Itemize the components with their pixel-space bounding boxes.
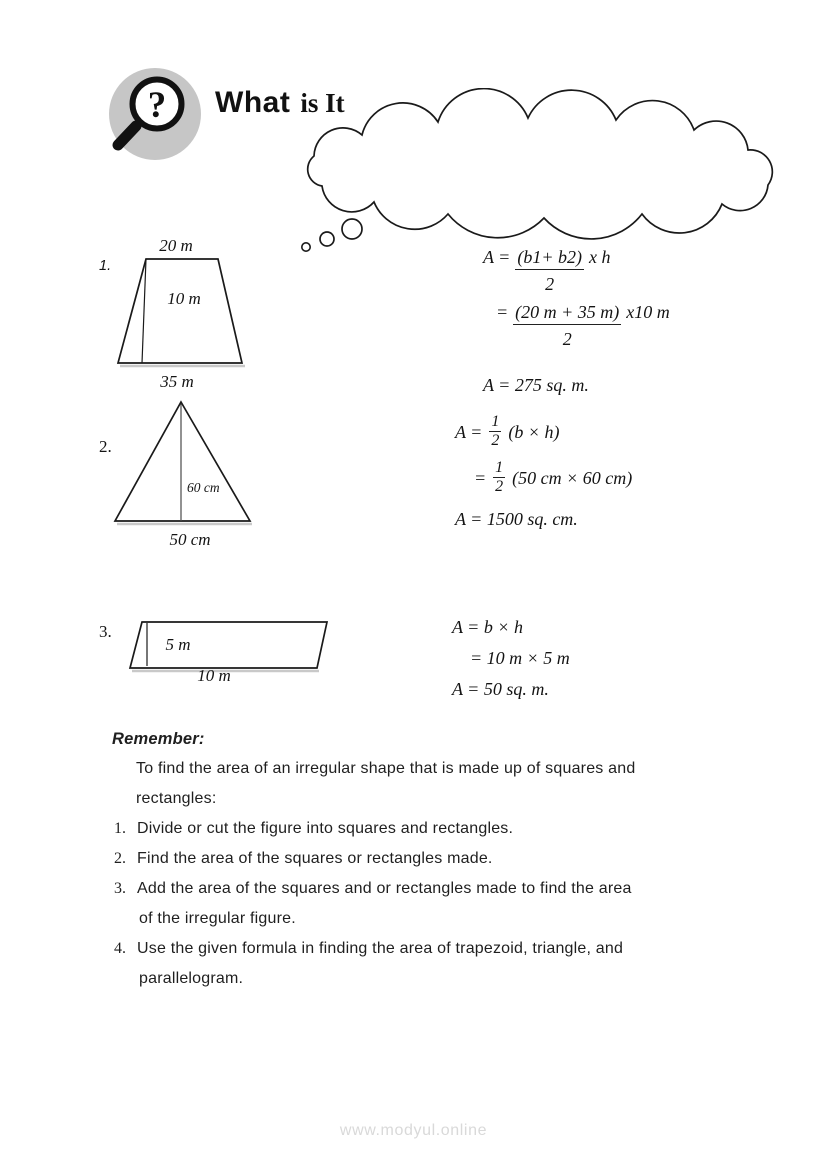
fraction-denominator: 2 — [562, 329, 572, 349]
thought-bubble-small — [302, 243, 310, 251]
fraction-numerator: 1 — [491, 413, 500, 430]
list-item-text: Use the given formula in finding the area of trapezoid, triangle, and — [137, 940, 624, 957]
fraction-denominator: 2 — [495, 478, 504, 495]
list-item-4 — [112, 934, 752, 964]
question-mark-glyph: ? — [147, 85, 167, 126]
trapezoid-figure — [90, 228, 270, 398]
fraction — [513, 301, 621, 350]
formula-text: (b × h) — [508, 421, 560, 442]
thought-cloud — [283, 88, 783, 260]
remember-heading: Remember: — [112, 730, 205, 748]
parallelogram-formula-line1: A = b × h — [452, 617, 523, 637]
list-item-text: Find the area of the squares or rectangles made. — [137, 850, 493, 867]
footer-url: www.modyul.online — [339, 1122, 488, 1139]
fraction-one-half — [493, 459, 505, 496]
list-item-number: 1. — [114, 820, 126, 837]
thought-bubble-large — [342, 219, 362, 239]
triangle-base-label: 50 cm — [169, 530, 211, 549]
trapezoid-formula — [483, 246, 670, 396]
formula-text: = — [496, 302, 509, 322]
figure3-number: 3. — [99, 622, 112, 641]
remember-intro-line: To find the area of an irregular shape that is made up of squares and — [136, 760, 636, 777]
triangle-shape — [115, 402, 250, 521]
fraction-numerator: 1 — [495, 459, 504, 476]
parallelogram-formula-result: A = 50 sq. m. — [452, 679, 549, 699]
triangle-formula — [455, 413, 632, 530]
trapezoid-formula-line2 — [496, 301, 670, 350]
list-item-text: Add the area of the squares and or rectangles made to find the area — [137, 880, 632, 897]
formula-text: A = — [455, 421, 483, 442]
fraction-denominator: 2 — [545, 274, 555, 294]
thought-bubble-medium — [320, 232, 334, 246]
parallelogram-formula-line2: = 10 m × 5 m — [470, 648, 570, 668]
list-item-number: 2. — [114, 850, 126, 867]
fraction-numerator: (b1+ b2) — [515, 246, 584, 270]
formula-text: x10 m — [626, 302, 670, 322]
list-item-4-continued: parallelogram. — [139, 970, 244, 987]
remember-intro-line: rectangles: — [136, 790, 217, 807]
formula-text: = — [474, 467, 487, 488]
parallelogram-height-label: 5 m — [165, 635, 191, 654]
list-item-text: Divide or cut the figure into squares and rectangles. — [137, 820, 514, 837]
magnifier-question-icon — [103, 64, 207, 168]
triangle-height-label: 60 cm — [187, 480, 220, 495]
trapezoid-height-label: 10 m — [167, 289, 201, 308]
list-item-number: 4. — [114, 940, 126, 957]
fraction — [515, 246, 584, 295]
list-item-number: 3. — [114, 880, 126, 897]
formula-text: A = — [483, 247, 511, 267]
parallelogram-shape — [130, 622, 327, 668]
trapezoid-shape — [118, 259, 242, 363]
fraction-numerator: (20 m + 35 m) — [513, 301, 621, 325]
parallelogram-base-label: 10 m — [197, 666, 231, 685]
figure1-number: 1. — [99, 258, 112, 274]
list-item-3-continued: of the irregular figure. — [139, 910, 296, 927]
triangle-formula-line2 — [474, 459, 632, 496]
trapezoid-base-label: 35 m — [160, 372, 194, 391]
parallelogram-figure — [90, 608, 350, 693]
remember-section — [112, 724, 752, 994]
list-item-2 — [112, 844, 752, 874]
triangle-formula-result: A = 1500 sq. cm. — [455, 509, 578, 529]
title-word-is-it: is It — [300, 88, 345, 118]
list-item-1 — [112, 814, 752, 844]
trapezoid-formula-result: A = 275 sq. m. — [483, 375, 589, 395]
triangle-figure — [90, 393, 270, 558]
title-word-what: What — [215, 86, 291, 119]
figure2-number: 2. — [99, 437, 112, 456]
triangle-formula-line1 — [455, 413, 632, 450]
trapezoid-top-label: 20 m — [159, 236, 193, 255]
parallelogram-formula — [452, 612, 570, 705]
formula-text: x h — [588, 247, 611, 267]
formula-text: (50 cm × 60 cm) — [512, 467, 633, 488]
fraction-denominator: 2 — [491, 432, 500, 449]
fraction-one-half — [489, 413, 501, 450]
list-item-3 — [112, 874, 752, 904]
cloud-outline — [308, 89, 773, 239]
trapezoid-formula-line1 — [483, 246, 670, 295]
